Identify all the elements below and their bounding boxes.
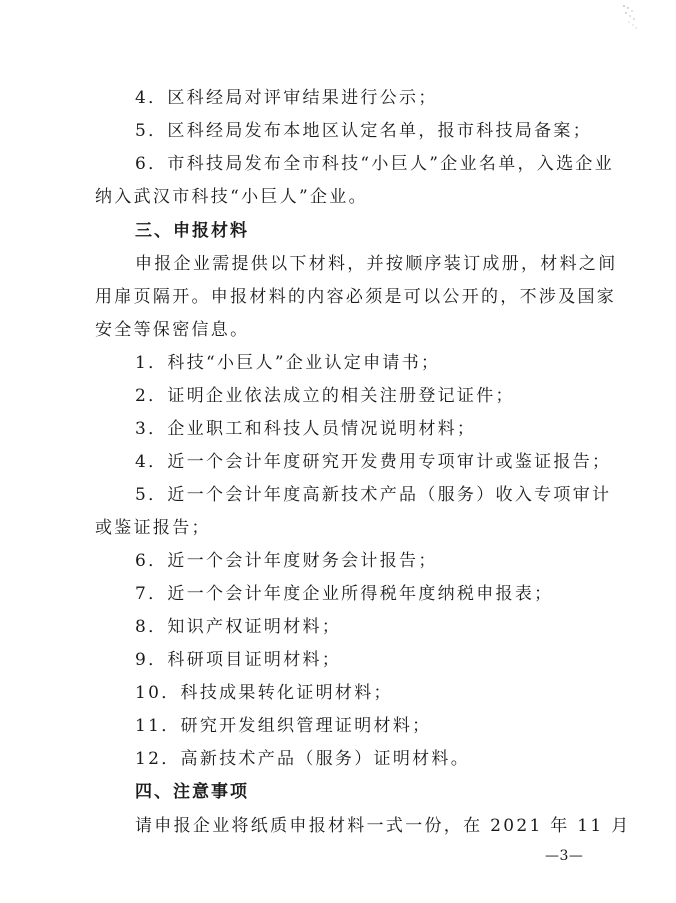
list-item: 9．科研项目证明材料； — [135, 650, 342, 670]
text-line: 用扉页隔开。申报材料的内容必须是可以公开的，不涉及国家 — [95, 287, 617, 307]
section-heading: 三、申报材料 — [135, 221, 249, 241]
text-line: 纳入武汉市科技“小巨人”企业。 — [95, 187, 368, 207]
list-item: 8．知识产权证明材料； — [135, 617, 342, 637]
text-line: 4．区科经局对评审结果进行公示； — [135, 88, 438, 108]
list-item: 3．企业职工和科技人员情况说明材料； — [135, 419, 477, 439]
list-item: 11．研究开发组织管理证明材料； — [135, 716, 432, 736]
page-number: —3— — [545, 848, 584, 864]
text-line: 安全等保密信息。 — [95, 320, 250, 340]
list-item: 2．证明企业依法成立的相关注册登记证件； — [135, 386, 515, 406]
text-line: 申报企业需提供以下材料，并按顺序装订成册，材料之间 — [135, 254, 618, 274]
list-item: 6．近一个会计年度财务会计报告； — [135, 551, 438, 571]
text-line: 6．市科技局发布全市科技“小巨人”企业名单，入选企业 — [135, 154, 614, 174]
list-item: 5．近一个会计年度高新技术产品（服务）收入专项审计 — [135, 485, 612, 505]
list-item: 1．科技“小巨人”企业认定申请书； — [135, 353, 441, 373]
list-item: 7．近一个会计年度企业所得税年度纳税申报表； — [135, 584, 554, 604]
list-item: 或鉴证报告； — [95, 518, 211, 538]
scan-artifact — [612, 2, 642, 32]
text-line: 请申报企业将纸质申报材料一式一份，在 2021 年 11 月 — [135, 816, 631, 836]
list-item: 10．科技成果转化证明材料； — [135, 683, 393, 703]
text-line: 5．区科经局发布本地区认定名单，报市科技局备案； — [135, 121, 593, 141]
list-item: 4．近一个会计年度研究开发费用专项审计或鉴证报告； — [135, 452, 612, 472]
section-heading: 四、注意事项 — [135, 782, 249, 802]
list-item: 12．高新技术产品（服务）证明材料。 — [135, 749, 471, 769]
